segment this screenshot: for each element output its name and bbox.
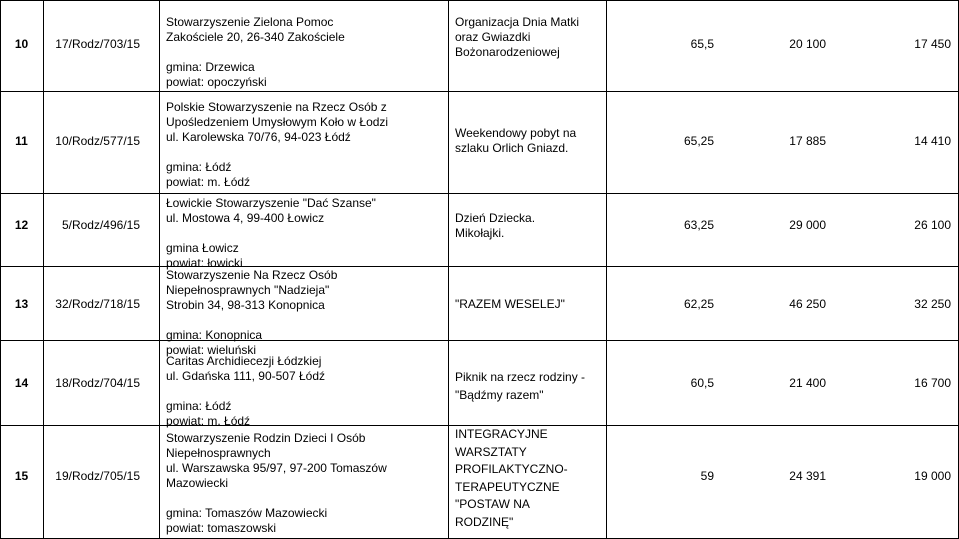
application-number: 32/Rodz/718/15 xyxy=(55,297,140,311)
task-cell: Piknik na rzecz rodziny - "Bądźmy razem" xyxy=(455,370,586,402)
score-value: 65,5 xyxy=(690,37,714,51)
score-value: 65,25 xyxy=(683,134,714,148)
requested-amount: 46 250 xyxy=(789,297,826,311)
organization-cell: Polskie Stowarzyszenie na Rzecz Osób z Upośledzeniem Umysłowym Koło w Łodzi ul. Karolewska 70/76, 94-023 Łódź gmina: Łódź powiat: m. Łódź xyxy=(166,100,389,189)
application-number: 18/Rodz/704/15 xyxy=(55,376,140,390)
granted-amount: 26 100 xyxy=(914,218,951,232)
requested-amount: 29 000 xyxy=(789,218,826,232)
score-value: 60,5 xyxy=(690,376,714,390)
task-cell: Weekendowy pobyt na szlaku Orlich Gniazd. xyxy=(455,126,577,155)
row-lp: 14 xyxy=(14,376,29,390)
requested-amount: 21 400 xyxy=(789,376,826,390)
application-number: 10/Rodz/577/15 xyxy=(55,134,140,148)
organization-cell: Stowarzyszenie Rodzin Dzieci I Osób Niepełnosprawnych ul. Warszawska 95/97, 97-200 Tomaszów Mazowiecki gmina: Tomaszów Mazowiecki powiat: tomaszowski xyxy=(166,431,387,535)
requested-amount: 17 885 xyxy=(789,134,826,148)
requested-amount: 24 391 xyxy=(789,469,826,483)
row-lp: 11 xyxy=(15,134,28,148)
organization-cell: Stowarzyszenie Zielona Pomoc Zakościele 20, 26-340 Zakościele gmina: Drzewica powiat: opoczyński xyxy=(166,15,345,89)
task-cell: INTEGRACYJNE WARSZTATY PROFILAKTYCZNO- TERAPEUTYCZNE "POSTAW NA RODZINĘ" xyxy=(455,427,568,529)
granted-amount: 16 700 xyxy=(914,376,951,390)
application-number: 19/Rodz/705/15 xyxy=(55,469,140,483)
task-cell: Organizacja Dnia Matki oraz Gwiazdki Bożonarodzeniowej xyxy=(455,15,580,59)
granted-amount: 17 450 xyxy=(914,37,951,51)
granted-amount: 14 410 xyxy=(914,134,951,148)
row-lp: 15 xyxy=(14,469,29,483)
row-lp: 12 xyxy=(14,218,29,232)
row-lp: 10 xyxy=(14,37,29,51)
row-lp: 13 xyxy=(14,297,29,311)
granted-amount: 32 250 xyxy=(914,297,951,311)
score-value: 63,25 xyxy=(683,218,714,232)
requested-amount: 20 100 xyxy=(789,37,826,51)
application-number: 17/Rodz/703/15 xyxy=(55,37,140,51)
application-number: 5/Rodz/496/15 xyxy=(61,218,140,232)
score-value: 59 xyxy=(700,469,714,483)
organization-cell: Caritas Archidiecezji Łódzkiej ul. Gdańska 111, 90-507 Łódź gmina: Łódź powiat: m. Łódź xyxy=(166,354,325,428)
score-value: 62,25 xyxy=(683,297,714,311)
task-cell: "RAZEM WESELEJ" xyxy=(455,297,565,311)
task-cell: Dzień Dziecka. Mikołajki. xyxy=(455,211,536,240)
organization-cell: Łowickie Stowarzyszenie "Dać Szanse" ul. Mostowa 4, 99-400 Łowicz gmina Łowicz powiat: łowicki xyxy=(166,196,376,270)
granted-amount: 19 000 xyxy=(914,469,951,483)
organization-cell: Stowarzyszenie Na Rzecz Osób Niepełnosprawnych "Nadzieja" Strobin 34, 98-313 Konopnica gmina: Konopnica powiat: wieluński xyxy=(166,268,338,357)
